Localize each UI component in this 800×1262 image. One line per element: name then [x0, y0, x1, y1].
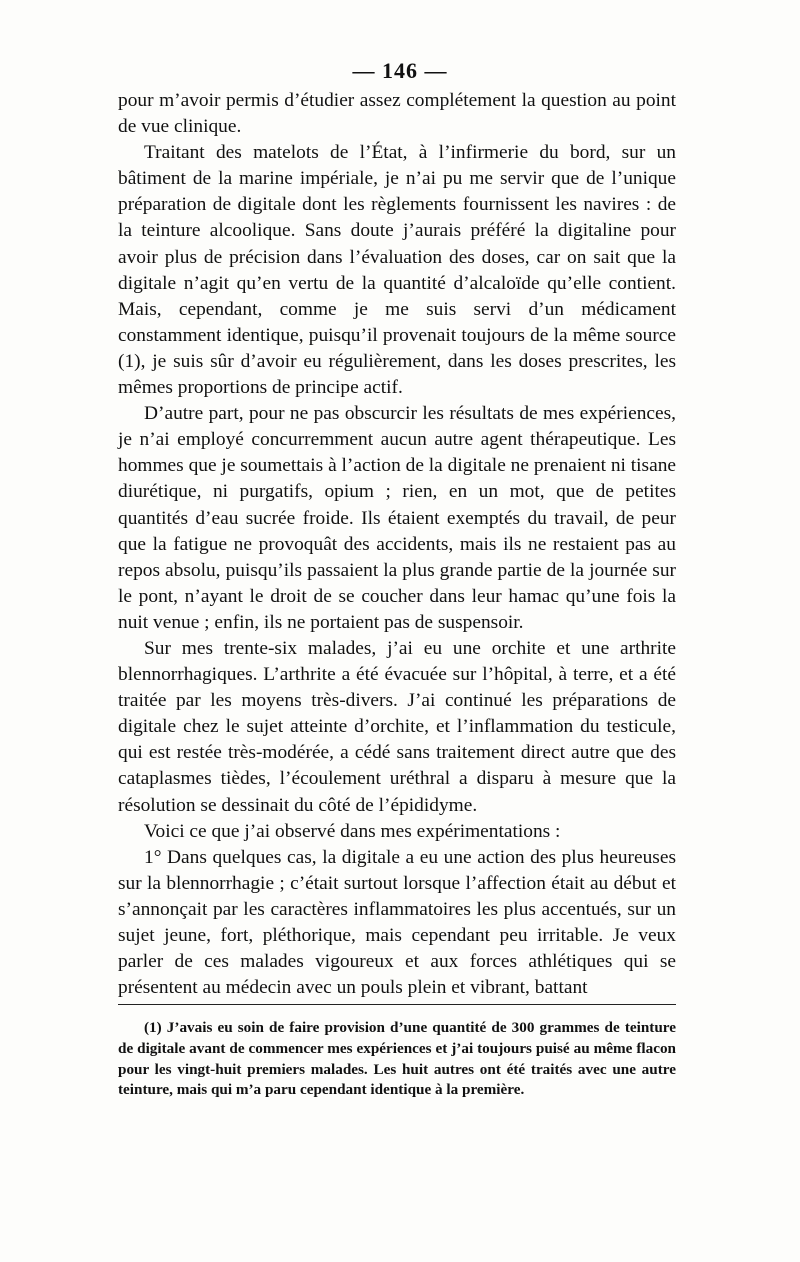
paragraph-3: D’autre part, pour ne pas obscurcir les résultats de mes expériences, je n’ai employé concurremment aucun autre agent thérapeutique. Les hommes que je soumettais à l’action de la digitale ne prenaient ni tisane diurétique, ni purgatifs, opium ; rien, en un mot, que de petites quantités d’eau sucrée froide. Ils étaient exemptés du travail, de peur que la fatigue ne provoquât des accidents, mais ils ne restaient pas au repos absolu, puisqu’ils passaient la plus grande partie de la journée sur le pont, n’ayant le droit de se coucher dans leur hamac qu’une fois la nuit venue ; enfin, ils ne portaient pas de suspensoir.	[118, 403, 676, 633]
paragraph-1: pour m’avoir permis d’étudier assez complétement la question au point de vue clinique.	[118, 90, 676, 138]
body-text	[118, 88, 676, 1001]
footnote-1: (1) J’avais eu soin de faire provision d’une quantité de 300 grammes de teinture de digitale avant de commencer mes expériences et j’ai toujours puisé au même flacon pour les vingt-huit premiers malades. Les huit autres ont été traités avec une autre teinture, mais qui m’a paru cependant identique à la première.	[118, 1019, 676, 1099]
footnote-divider	[118, 1004, 676, 1005]
page-number: — 146 —	[352, 58, 448, 83]
paragraph-2: Traitant des matelots de l’État, à l’infirmerie du bord, sur un bâtiment de la marine impériale, je n’ai pu me servir que de l’unique préparation de digitale dont les règlements fournissent les navires : de la teinture alcoolique. Sans doute j’aurais préféré la digitaline pour avoir plus de précision dans l’évaluation des doses, car on sait que la digitale n’agit qu’en vertu de la quantité d’alcaloïde qu’elle contient. Mais, cependant, comme je me suis servi d’un médicament constamment identique, puisqu’il provenait toujours de la même source (1), je suis sûr d’avoir eu régulièrement, dans les doses prescrites, les mêmes proportions de principe actif.	[118, 142, 676, 399]
paragraph-4: Sur mes trente-six malades, j’ai eu une orchite et une arthrite blennorrhagiques. L’arthrite a été évacuée sur l’hôpital, à terre, et a été traitée par les moyens très-divers. J’ai continué les préparations de digitale chez le sujet atteinte d’orchite, et l’inflammation du testicule, qui est restée très-modérée, a cédé sans traitement direct autre que des cataplasmes tièdes, l’écoulement uréthral a disparu à mesure que la résolution se dessinait du côté de l’épididyme.	[118, 637, 676, 816]
paragraph-6: 1° Dans quelques cas, la digitale a eu une action des plus heureuses sur la blennorrhagie ; c’était surtout lorsque l’affection était au début et s’annonçait par les caractères inflammatoires les plus accentués, sur un sujet jeune, fort, pléthorique, mais cependant peu irritable. Je veux parler de ces malades vigoureux et aux forces athlétiques qui se présentent au médecin avec un pouls plein et vibrant, battant	[118, 846, 676, 999]
footnotes	[118, 1018, 676, 1101]
paragraph-5: Voici ce que j’ai observé dans mes expérimentations :	[144, 820, 561, 842]
